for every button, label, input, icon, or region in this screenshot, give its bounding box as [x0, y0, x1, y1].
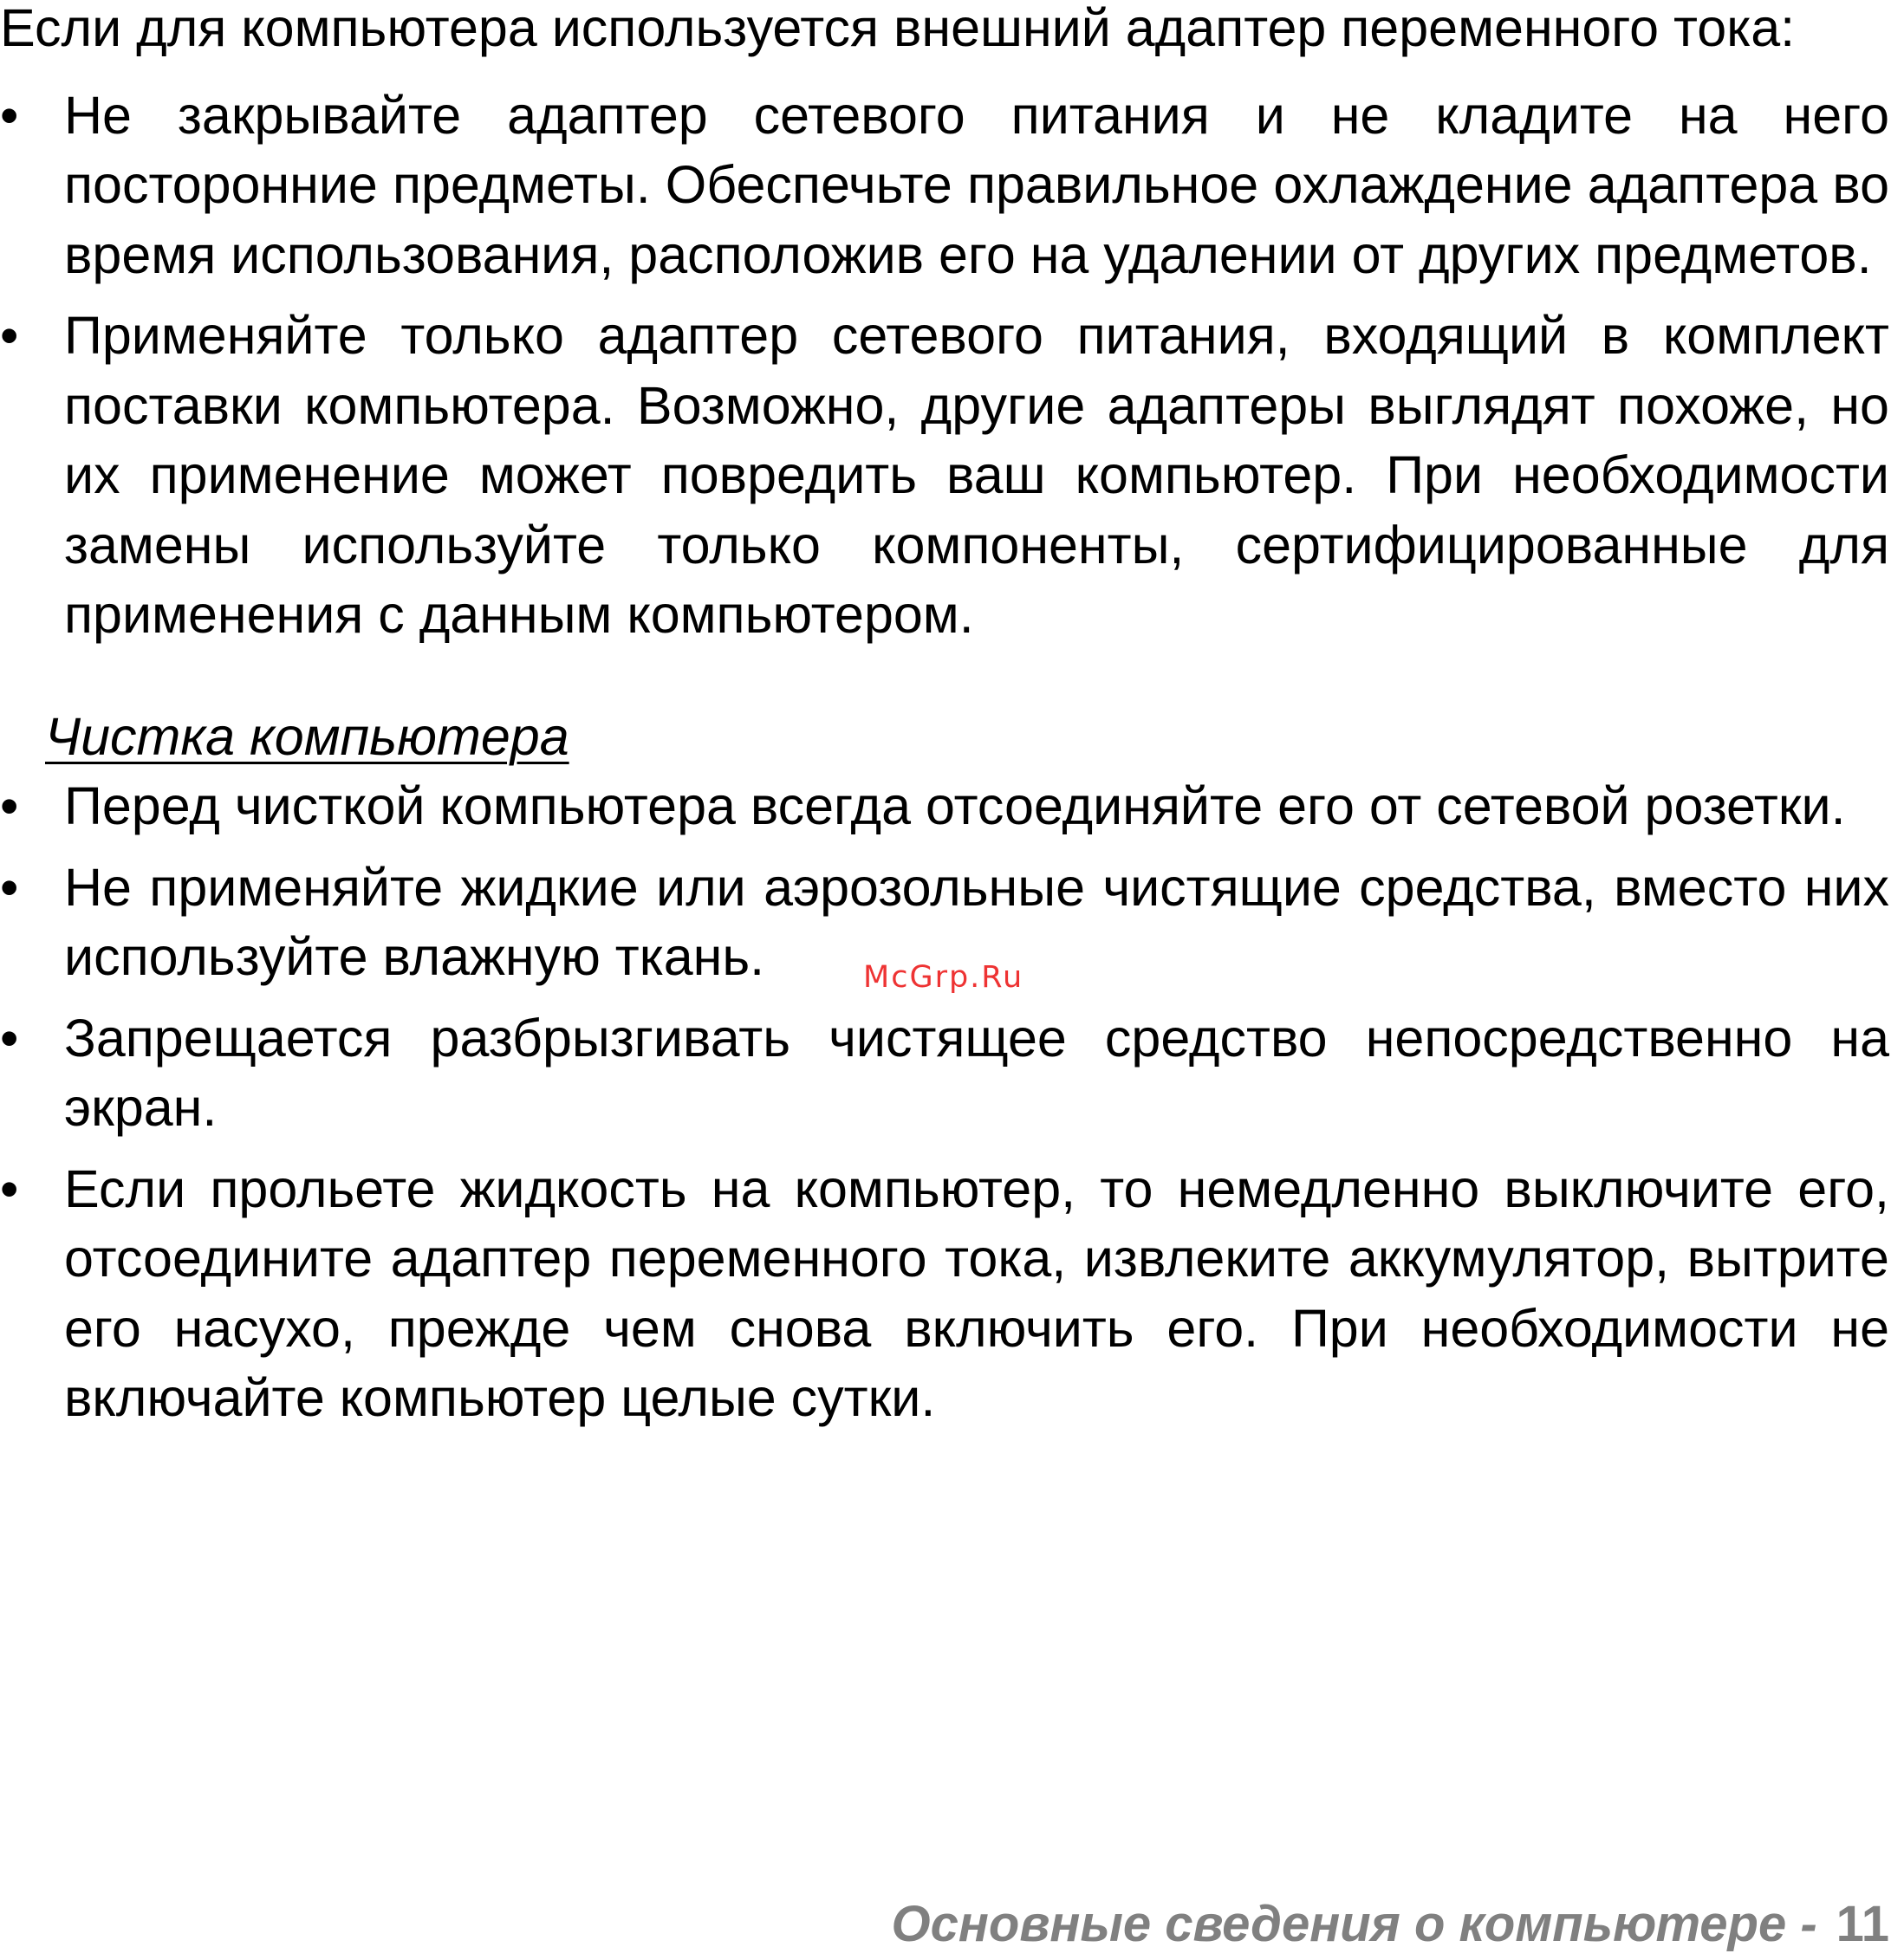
bullet-icon: •: [0, 857, 19, 917]
page-footer: [892, 1894, 1890, 1955]
list-item-text: Запрещается разбрызгивать чистящее средство непосредственно на экран.: [64, 1008, 1889, 1137]
bullet-icon: •: [0, 776, 19, 835]
bullet-icon: •: [0, 1158, 19, 1218]
section-heading: Чистка компьютера: [45, 706, 569, 766]
list-item-text: Если прольете жидкость на компьютер, то немедленно выключите его, отсоедините адаптер переменного тока, извлеките аккумулятор, вытрите его насухо, прежде чем снова включить его. При необходимости не включайте компьютер целые сутки.: [64, 1158, 1889, 1427]
list-item: [0, 1154, 1889, 1433]
list-item: [0, 81, 1889, 290]
cleaning-bullet-list: [0, 771, 1889, 1433]
list-item-text: Не закрывайте адаптер сетевого питания и не кладите на него посторонние предметы. Обеспечьте правильное охлаждение адаптера во время использования, расположив его на удалении от других предметов.: [64, 85, 1889, 284]
bullet-icon: •: [0, 306, 19, 365]
list-item-text: Применяйте только адаптер сетевого питания, входящий в комплект поставки компьютера. Возможно, другие адаптеры выглядят похоже, но их применение может повредить ваш компьютер. При необходимости замены используйте только компоненты, сертифицированные для применения с данным компьютером.: [64, 306, 1889, 644]
bullet-icon: •: [0, 85, 19, 145]
adapter-bullet-list: [0, 81, 1889, 650]
list-item-text: Не применяйте жидкие или аэрозольные чистящие средства, вместо них используйте влажную ткань.: [64, 857, 1889, 986]
watermark: McGrp.Ru: [863, 960, 1024, 995]
list-item: [0, 301, 1889, 650]
list-item: [0, 771, 1889, 841]
list-item: [0, 1003, 1889, 1143]
footer-title: Основные сведения о компьютере -: [891, 1896, 1817, 1952]
list-item-text: Перед чисткой компьютера всегда отсоединяйте его от сетевой розетки.: [64, 776, 1846, 835]
bullet-icon: •: [0, 1008, 19, 1068]
page-number: 11: [1836, 1896, 1889, 1952]
intro-paragraph: Если для компьютера используется внешний адаптер переменного тока:: [0, 0, 1796, 57]
